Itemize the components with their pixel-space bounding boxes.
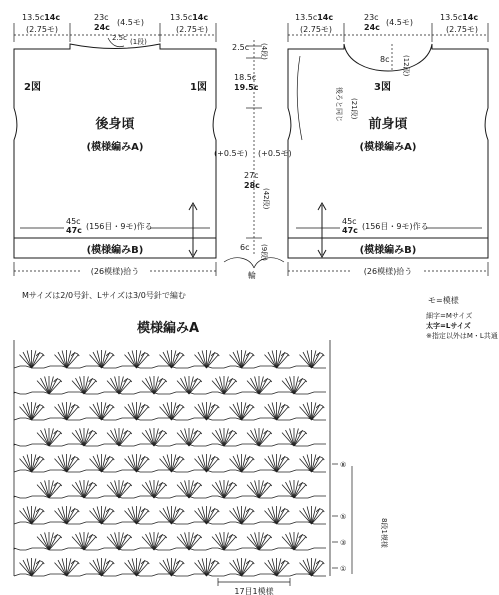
back-fig-1: 1図	[190, 82, 207, 93]
front-right-width-cm: (2.75モ)	[446, 25, 479, 34]
chart-row-base	[14, 496, 326, 498]
row-marker-3: ③	[340, 539, 347, 547]
back-band: (模様編みB)	[86, 245, 144, 256]
side-dimensions	[214, 40, 292, 280]
chart-row-base	[14, 444, 326, 446]
chart-a-bottom-label: 17目1模様	[234, 587, 274, 595]
chart-a-grid	[14, 340, 330, 576]
back-cast-on-note: (156目・9モ)作る	[86, 222, 153, 231]
front-center-width-s: 23c	[364, 13, 379, 22]
side-plus-left: (+0.5モ)	[214, 149, 248, 158]
row-marker-5: ⑤	[340, 513, 347, 521]
side-body-s: 27c	[244, 171, 259, 180]
front-panel-outline	[288, 44, 488, 238]
back-panel	[14, 13, 216, 276]
front-center-width-cm: (4.5モ)	[386, 18, 413, 27]
side-armhole-s: 18.5c	[234, 73, 257, 82]
front-pickup: (26模様)拾う	[363, 267, 413, 276]
chart-a-title: 模様編みA	[136, 321, 200, 336]
chart-a-row-markers	[332, 461, 389, 574]
front-side-dan: (21段)	[350, 98, 358, 120]
side-shoulder: 2.5c	[232, 43, 250, 52]
back-pattern: (模様編みA)	[86, 142, 144, 153]
front-left-width: 13.5c14c	[295, 13, 334, 22]
front-fig-3: 3図	[374, 82, 391, 93]
back-neck-depth: 2.5c	[112, 34, 127, 42]
back-fig-2: 2図	[24, 82, 41, 93]
side-shoulder-dan: (4段)	[260, 43, 268, 60]
legend	[426, 295, 498, 340]
back-title: 後身頃	[95, 117, 135, 132]
back-left-width: 13.5c14c	[22, 13, 61, 22]
side-band-h: 6c	[240, 243, 250, 252]
chart-a-repeat: 8段1模様	[380, 518, 388, 548]
chart-row-base	[14, 392, 326, 394]
side-body-dan: (42段)	[262, 188, 270, 210]
side-armhole-l: 19.5c	[234, 83, 259, 92]
front-cast-on-note: (156目・9モ)作る	[362, 222, 429, 231]
back-cast-on-l: 47c	[66, 226, 82, 235]
back-panel-outline	[14, 44, 216, 238]
back-right-width-cm: (2.75モ)	[176, 25, 209, 34]
front-cast-on-l: 47c	[342, 226, 358, 235]
side-band-dan: (9段)	[260, 244, 268, 261]
legend-line1: 細字=Mサイズ	[426, 312, 473, 320]
back-left-width-cm: (2.75モ)	[26, 25, 59, 34]
back-cast-on-s: 45c	[66, 217, 81, 226]
side-wa: 輪	[248, 271, 256, 280]
chart-row-base	[14, 548, 326, 550]
front-right-width: 13.5c14c	[440, 13, 479, 22]
back-center-width-l: 24c	[94, 23, 110, 32]
back-right-width: 13.5c14c	[170, 13, 209, 22]
front-panel	[288, 13, 488, 276]
legend-line2: 太字=Lサイズ	[426, 322, 471, 330]
row-marker-1: ①	[340, 565, 347, 573]
front-center-width-l: 24c	[364, 23, 380, 32]
back-center-width-s: 23c	[94, 13, 109, 22]
hook-note: Mサイズは2/0号針、Lサイズは3/0号針で編む	[22, 291, 186, 300]
front-left-width-cm: (2.75モ)	[300, 25, 333, 34]
front-neck-depth: 8c	[380, 55, 390, 64]
back-pickup: (26模様)拾う	[90, 267, 140, 276]
back-neck-depth-dan: (1段)	[130, 38, 147, 46]
legend-line3: ※指定以外はM・L共通	[426, 332, 498, 340]
row-marker-8: ⑧	[340, 461, 347, 469]
side-body-l: 28c	[244, 181, 260, 190]
front-band: (模様編みB)	[359, 245, 417, 256]
front-cast-on-s: 45c	[342, 217, 357, 226]
front-same-as-back: 後ろと同じ	[335, 87, 343, 122]
back-center-width-cm: (4.5モ)	[117, 18, 144, 27]
front-title: 前身頃	[368, 117, 408, 132]
legend-mo: モ=模様	[428, 296, 459, 305]
side-plus-right: (+0.5モ)	[258, 149, 292, 158]
front-neck-dan: (12段)	[402, 55, 410, 77]
front-pattern: (模様編みA)	[359, 142, 417, 153]
